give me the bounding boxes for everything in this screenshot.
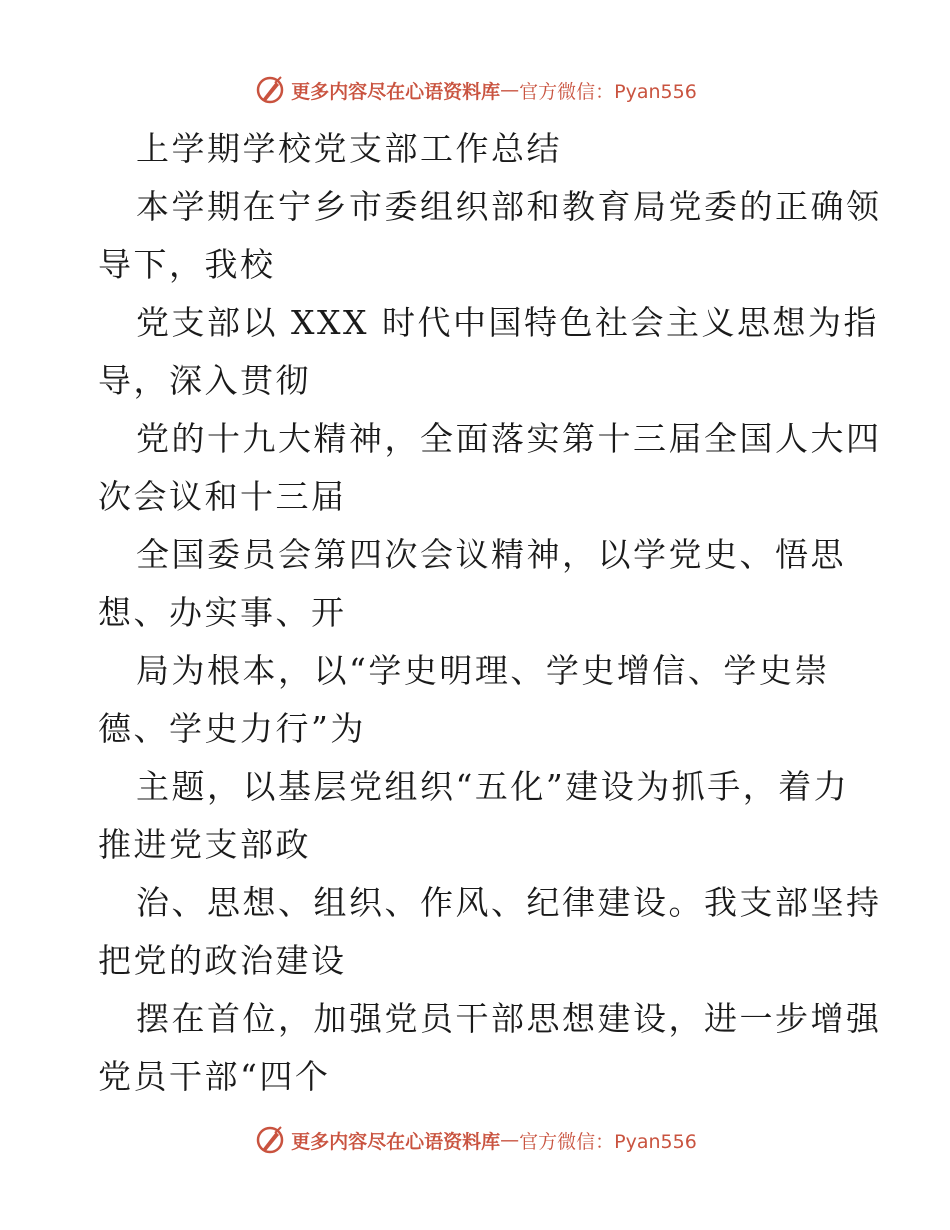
text-line: 导，深入贯彻 — [98, 361, 311, 400]
text-line: 党支部以 XXX 时代中国特色社会主义思想为指 — [136, 303, 879, 342]
banner-site-text: 更多内容尽在心语资料库 — [291, 1130, 501, 1153]
text-line: 治、思想、组织、作风、纪律建设。我支部坚持 — [136, 883, 882, 922]
text-line: 全国委员会第四次会议精神，以学党史、悟思 — [136, 535, 846, 574]
text-line: 党员干部“四个 — [98, 1057, 331, 1096]
text-line: 次会议和十三届 — [98, 477, 347, 516]
quill-logo-icon — [253, 1123, 287, 1157]
text-line: 局为根本，以“学史明理、学史增信、学史崇 — [136, 651, 830, 690]
banner-dash: — — [500, 79, 520, 101]
text-line: 推进党支部政 — [98, 825, 311, 864]
header-banner — [0, 70, 950, 110]
text-line: 党的十九大精神，全面落实第十三届全国人大四 — [136, 419, 882, 458]
banner-dash: — — [500, 1129, 520, 1151]
banner-wechat-text: 官方微信：Pyan556 — [519, 80, 697, 103]
quill-logo-icon — [253, 73, 287, 107]
text-line: 上学期学校党支部工作总结 — [136, 129, 562, 168]
text-line: 摆在首位，加强党员干部思想建设，进一步增强 — [136, 999, 882, 1038]
text-line: 导下，我校 — [98, 245, 276, 284]
document-body — [98, 120, 882, 1106]
text-line: 把党的政治建设 — [98, 941, 347, 980]
text-line: 本学期在宁乡市委组织部和教育局党委的正确领 — [136, 187, 882, 226]
banner-site-text: 更多内容尽在心语资料库 — [291, 80, 501, 103]
text-line: 想、办实事、开 — [98, 593, 347, 632]
banner-wechat-text: 官方微信：Pyan556 — [519, 1130, 697, 1153]
text-line: 德、学史力行”为 — [98, 709, 366, 748]
text-line: 主题，以基层党组织“五化”建设为抓手，着力 — [136, 767, 850, 806]
footer-banner — [0, 1120, 950, 1160]
